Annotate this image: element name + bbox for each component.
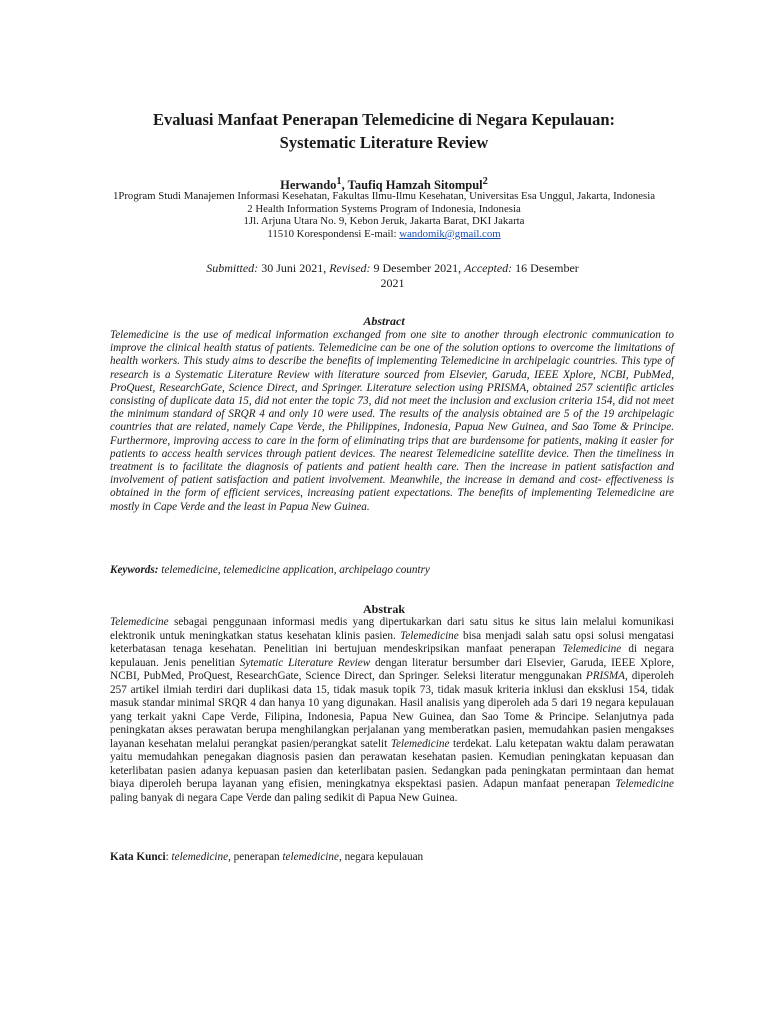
revised-label: Revised: <box>329 261 371 275</box>
abstrak-text: bisa menjadi salah satu opsi solusi mengatasi keterbatasan tenaga kesehatan. Penelitian ini bertujuan mendeskripsikan manfaat penerapan <box>110 629 674 655</box>
submitted-date: 30 Juni 2021, <box>258 261 330 275</box>
title-line-1: Evaluasi Manfaat Penerapan Telemedicine di Negara Kepulauan: <box>152 110 616 129</box>
author-1: Herwando <box>280 178 337 193</box>
title-line-2: Systematic Literature Review <box>279 133 489 152</box>
author-separator: , <box>341 178 348 193</box>
abstract-en-body: Telemedicine is the use of medical information exchanged from one site to another through electronic communication to improve the clinical health status of patients. Telemedicine can be one of the solution options to overcome the limitations of health workers. This study aims to describe the benefits of implementing Telemedicine in archipelagic countries. This type of research is a Systematic Literature Review with literature sourced from Elsevier, Garuda, IEEE Xplore, NCBI, PubMed, ProQuest, ResearchGate, Science Direct, and Springer. Literature selection using PRISMA, obtained 257 scientific articles consisting of duplicate data 15, did not enter the topic 73, did not meet the inclusion and exclusion criteria 154, did not meet the minimum standard of SRQR 4 and only 10 were used. The results of the analysis obtained are 5 of the 19 archipelagic countries that are related, namely Cape Verde, the Philippines, Indonesia, Papua New Guinea, and Sao Tome & Principe. Furthermore, improving access to care in the form of eliminating trips that are burdensome for patients, making it easier for patients to access health services through patient devices. The nearest Telemedicine satellite device. Then the timeliness in treatment is to facilitate the diagnosis of patients and patient health care. Then the increase in patient satisfaction and involvement of patient satisfaction and patient involvement. Meanwhile, the increase in demand and cost- effectiveness is obtained in the form of efficient services, increasing patient expectations. The benefits of implementing Telemedicine are mostly in Cape Verde and the least in Papua New Guinea. <box>110 329 674 513</box>
affiliations <box>110 190 658 240</box>
affiliation-address: 1Jl. Arjuna Utara No. 9, Kebon Jeruk, Jakarta Barat, DKI Jakarta <box>243 215 525 228</box>
author-1-sup: 1 <box>336 176 342 187</box>
abstract-id-heading: Abstrak <box>362 602 405 616</box>
abstrak-text: terdekat. Lalu ketepatan waktu dalam perawatan yaitu memudahkan penegakan diagnosis pasien dan perawatan kesehatan pasien. Kemudian peningkatan kepuasan dan keterlibatan pasien adanya kepuasan pasien dan keterlibatan pasien. Sedangkan pada peningkatan permintaan dan hemat biaya diperoleh berupa layanan yang efisien, meningkatnya ekspektasi pasien. Adapun manfaat penerapan <box>110 737 675 790</box>
correspondence <box>110 228 658 241</box>
keywords-value: telemedicine, telemedicine application, archipelago country <box>158 564 430 576</box>
paper-title <box>0 108 768 154</box>
author-2: Taufiq Hamzah Sitompul <box>347 178 483 193</box>
correspondence-label: 11510 Korespondensi E-mail: <box>267 227 400 240</box>
abstrak-text: paling banyak di negara Cape Verde dan paling sedikit di Papua New Guinea. <box>110 791 458 804</box>
abstract-en-heading: Abstract <box>363 314 405 328</box>
kata-kunci-term-1: telemedicine, <box>171 851 231 863</box>
abstrak-term: Telemedicine <box>400 629 459 642</box>
abstrak-text: sebagai penggunaan informasi medis yang dipertukarkan dari satu situs ke situs lain melalui komunikasi elektronik untuk meningkatkan status kesehatan klinis pasien. <box>110 616 674 642</box>
abstrak-text: dengan literatur bersumber dari Elsevier, Garuda, IEEE Xplore, NCBI, PubMed, ProQuest, ResearchGate, Science Direct, dan Springer. Seleksi literatur menggunakan <box>110 656 675 682</box>
correspondence-email-link[interactable]: wandomik@gmail.com <box>399 227 501 240</box>
kata-kunci-term-2: telemedicine <box>282 851 339 863</box>
abstrak-term: Sytematic Literature Review <box>239 656 371 669</box>
abstrak-term: Telemedicine <box>110 616 169 628</box>
kata-kunci-text-1: penerapan <box>230 851 283 863</box>
kata-kunci-colon: : <box>165 851 172 863</box>
author-2-sup: 2 <box>482 176 488 187</box>
abstrak-term: Telemedicine <box>390 737 450 750</box>
kata-kunci-text-2: , negara kepulauan <box>338 851 424 863</box>
submission-dates <box>200 261 585 291</box>
revised-date: 9 Desember 2021, <box>370 261 465 275</box>
abstrak-term: PRISMA, <box>585 670 628 682</box>
abstrak-text: diperoleh 257 artikel ilmiah terdiri dari duplikasi data 15, tidak masuk topik 73, tidak masuk kriteria inklusi dan eksklusi 154, tidak masuk standar minimal SRQR 4 dan hanya 10 yang digunakan. Hasil analisis yang diperoleh ada 5 dari 19 negara kepulauan yang terkait yakni Cape Verde, Filipina, Indonesia, Papua New Guinea, dan Sao Tome & Principe. Selanjutnya pada peningkatan akses perawatan berupa menghilangkan perjalanan yang memberatkan pasien, memudahkan pasien mengakses layanan kesehatan melalui perangkat pasien/perangkat satelit <box>110 670 675 750</box>
submitted-label: Submitted: <box>206 261 259 275</box>
abstrak-text: di negara kepulauan. Jenis penelitian <box>110 643 674 669</box>
kata-kunci-label: Kata Kunci <box>110 851 166 863</box>
affiliation-1: 1Program Studi Manajemen Informasi Kesehatan, Fakultas Ilmu-Ilmu Kesehatan, Universitas Esa Unggul, Jakarta, Indonesia <box>112 190 656 202</box>
abstract-id-body <box>110 616 674 805</box>
keywords-label: Keywords: <box>110 564 159 576</box>
abstrak-term: Telemedicine <box>562 643 622 655</box>
affiliation-2: 2 Health Information Systems Program of Indonesia, Indonesia <box>247 202 521 215</box>
accepted-label: Accepted: <box>464 261 513 275</box>
abstrak-term: Telemedicine <box>615 778 674 790</box>
keywords <box>110 564 674 576</box>
kata-kunci <box>110 851 674 863</box>
accepted-date: 16 Desember 2021 <box>380 261 579 290</box>
